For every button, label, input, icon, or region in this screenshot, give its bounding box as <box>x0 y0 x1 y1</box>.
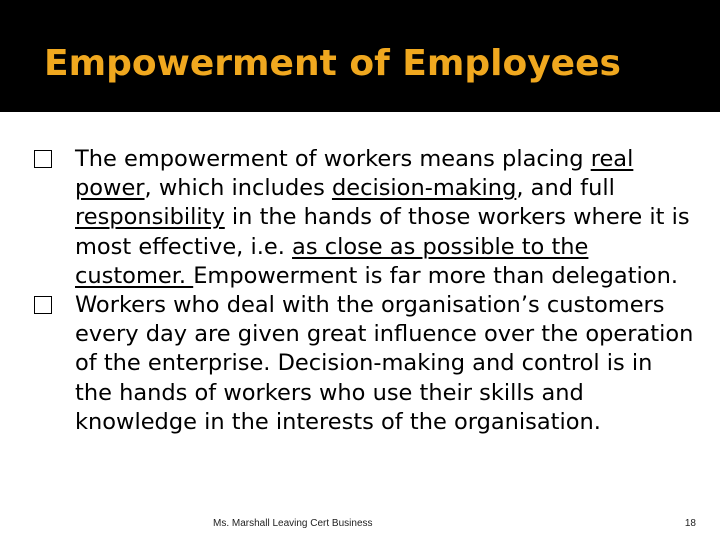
bullet-text: Workers who deal with the organisation’s customers every day are given great influence over the operation of the enterprise. Decision-making and control is in the hands of workers who use their skills and knowledge in the interests of the organisation. <box>75 292 694 435</box>
text-segment: , which includes <box>144 175 332 202</box>
text-segment: The empowerment of workers means placing <box>75 146 591 172</box>
slide-number: 18 <box>684 518 696 529</box>
bullet-text <box>75 146 690 289</box>
text-segment: in the hands of those workers where it is most effective, i.e. <box>75 204 690 260</box>
bullet-item <box>34 145 694 291</box>
underlined-term: responsibility <box>75 204 225 231</box>
title-bar <box>0 0 720 112</box>
text-segment: , and full <box>516 175 615 202</box>
underlined-term: real power <box>75 146 634 202</box>
square-bullet-icon <box>34 150 52 168</box>
text-segment: Empowerment is far more than delegation. <box>193 262 678 289</box>
bullet-item <box>34 291 694 437</box>
slide-title: Empowerment of Employees <box>44 43 621 84</box>
underlined-term: decision-making <box>331 175 517 202</box>
slide-footer: Ms. Marshall Leaving Cert Business <box>213 518 373 529</box>
underlined-term: as close as possible to the customer. <box>75 233 589 289</box>
bullet-list <box>34 145 694 437</box>
square-bullet-icon <box>34 296 52 314</box>
